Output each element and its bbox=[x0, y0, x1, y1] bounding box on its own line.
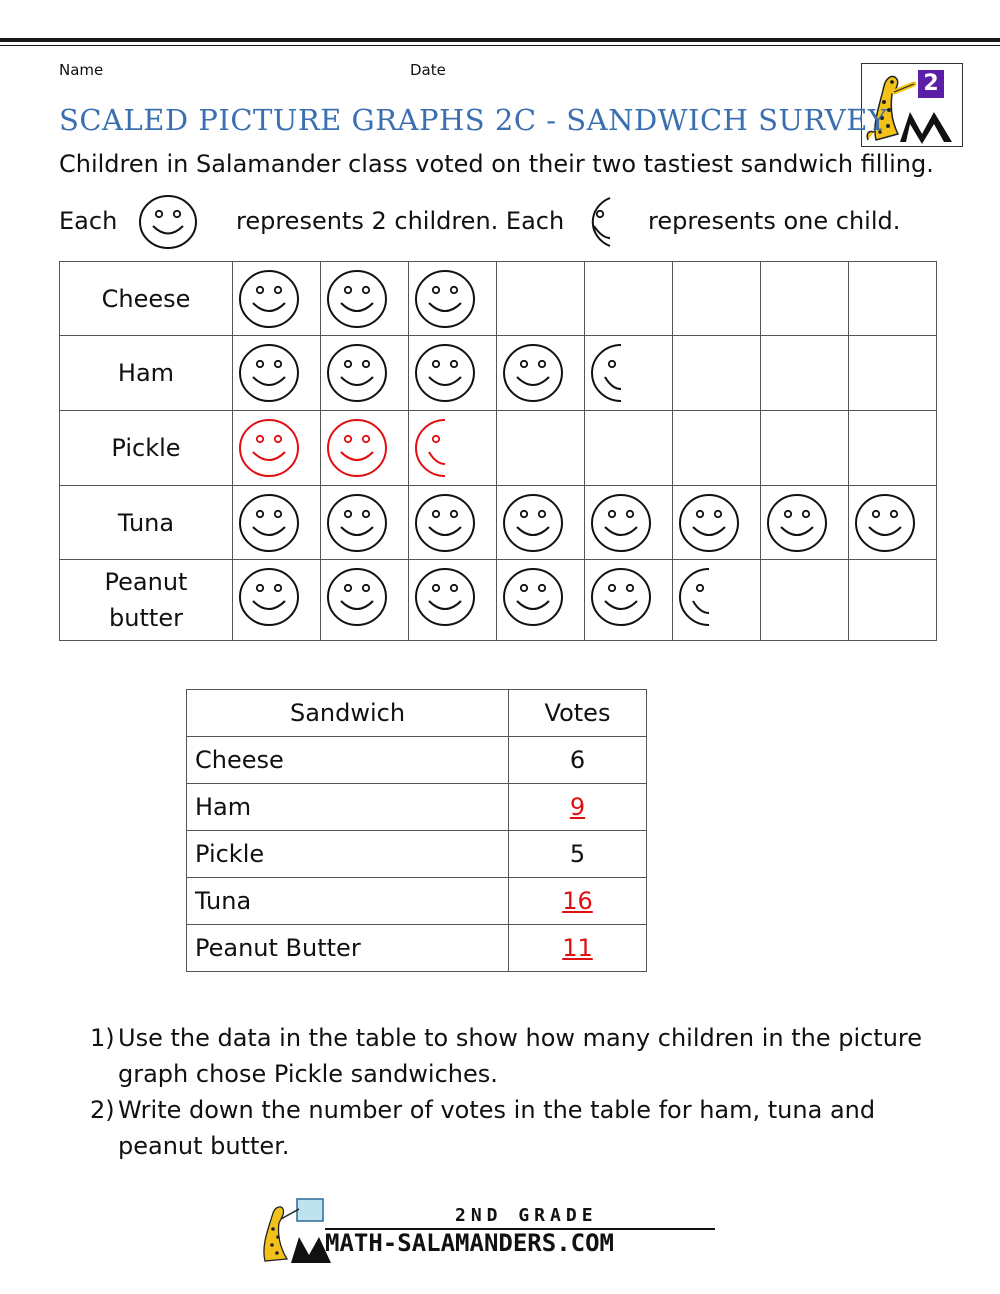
graph-cell bbox=[233, 262, 321, 336]
graph-row bbox=[60, 560, 937, 641]
graph-cell bbox=[673, 411, 761, 486]
key-full-smiley-icon bbox=[137, 194, 201, 256]
graph-cell bbox=[497, 560, 585, 641]
graph-cell bbox=[673, 486, 761, 560]
graph-cell bbox=[849, 336, 937, 411]
votes-cell: 6 bbox=[509, 737, 647, 784]
key-represents-one: represents one child. bbox=[648, 207, 901, 235]
sandwich-cell: Cheese bbox=[187, 737, 509, 784]
key-represents-two: represents 2 children. Each bbox=[236, 207, 565, 235]
graph-cell bbox=[673, 336, 761, 411]
graph-cell bbox=[761, 486, 849, 560]
full-smiley-icon bbox=[502, 492, 566, 554]
table-row bbox=[187, 737, 647, 784]
graph-row-label: Cheese bbox=[60, 262, 233, 336]
votes-answer: 11 bbox=[562, 934, 593, 962]
graph-cell bbox=[849, 560, 937, 641]
full-smiley-icon bbox=[414, 492, 478, 554]
full-smiley-icon bbox=[326, 268, 390, 330]
picture-graph bbox=[59, 261, 937, 641]
full-smiley-icon bbox=[414, 268, 478, 330]
graph-cell bbox=[761, 560, 849, 641]
full-smiley-icon bbox=[502, 342, 566, 404]
top-rule bbox=[0, 38, 1000, 42]
full-smiley-icon bbox=[326, 342, 390, 404]
votes-cell-container bbox=[509, 784, 647, 831]
graph-cell bbox=[585, 336, 673, 411]
grade-badge: 2 bbox=[918, 70, 944, 98]
graph-cell bbox=[497, 411, 585, 486]
sandwich-cell: Peanut Butter bbox=[187, 925, 509, 972]
graph-cell bbox=[497, 262, 585, 336]
graph-cell bbox=[321, 262, 409, 336]
intro-sentence: Children in Salamander class voted on their two tastiest sandwich filling. bbox=[59, 150, 934, 178]
graph-cell bbox=[321, 560, 409, 641]
graph-cell bbox=[849, 486, 937, 560]
half-smiley-icon bbox=[414, 417, 478, 479]
votes-cell: 5 bbox=[509, 831, 647, 878]
graph-cell bbox=[585, 560, 673, 641]
graph-cell bbox=[321, 411, 409, 486]
graph-cell bbox=[233, 486, 321, 560]
full-smiley-icon bbox=[238, 492, 302, 554]
graph-cell bbox=[761, 262, 849, 336]
votes-cell-container bbox=[509, 925, 647, 972]
graph-cell bbox=[849, 411, 937, 486]
table-row bbox=[187, 878, 647, 925]
table-row bbox=[187, 784, 647, 831]
half-smiley-icon bbox=[678, 566, 742, 628]
full-smiley-icon bbox=[326, 566, 390, 628]
question-2 bbox=[90, 1092, 950, 1164]
graph-cell bbox=[409, 336, 497, 411]
full-smiley-icon bbox=[414, 342, 478, 404]
full-smiley-icon bbox=[766, 492, 830, 554]
graph-cell bbox=[409, 560, 497, 641]
votes-cell-container bbox=[509, 878, 647, 925]
header-sandwich: Sandwich bbox=[187, 690, 509, 737]
graph-cell bbox=[585, 411, 673, 486]
graph-row bbox=[60, 411, 937, 486]
graph-row-label: Ham bbox=[60, 336, 233, 411]
sandwich-cell: Tuna bbox=[187, 878, 509, 925]
half-smiley-icon bbox=[590, 342, 654, 404]
footer-site-text: MATH-SALAMANDERS.COM bbox=[325, 1229, 614, 1257]
graph-row-label: Tuna bbox=[60, 486, 233, 560]
full-smiley-icon bbox=[238, 417, 302, 479]
table-row bbox=[187, 925, 647, 972]
graph-cell bbox=[233, 560, 321, 641]
full-smiley-icon bbox=[502, 566, 566, 628]
graph-cell bbox=[673, 262, 761, 336]
question-1 bbox=[90, 1020, 950, 1092]
footer-salamander-icon bbox=[255, 1195, 335, 1265]
page-title: SCALED PICTURE GRAPHS 2C - SANDWICH SURVEY bbox=[59, 103, 888, 137]
footer-brand-logo bbox=[255, 1195, 725, 1265]
question-text: Write down the number of votes in the table for ham, tuna and peanut butter. bbox=[118, 1096, 876, 1160]
votes-answer: 16 bbox=[562, 887, 593, 915]
full-smiley-icon bbox=[238, 268, 302, 330]
graph-cell bbox=[321, 486, 409, 560]
graph-row bbox=[60, 486, 937, 560]
footer-grade-text: 2ND GRADE bbox=[455, 1205, 598, 1226]
full-smiley-icon bbox=[238, 342, 302, 404]
graph-cell bbox=[233, 336, 321, 411]
graph-cell bbox=[849, 262, 937, 336]
graph-cell bbox=[409, 262, 497, 336]
full-smiley-icon bbox=[414, 566, 478, 628]
graph-cell bbox=[497, 336, 585, 411]
key-half-smiley-icon bbox=[580, 194, 620, 256]
full-smiley-icon bbox=[326, 417, 390, 479]
graph-cell bbox=[673, 560, 761, 641]
full-smiley-icon bbox=[678, 492, 742, 554]
graph-row-label: Peanut butter bbox=[60, 560, 233, 641]
table-row bbox=[187, 831, 647, 878]
graph-cell bbox=[761, 336, 849, 411]
graph-cell bbox=[409, 411, 497, 486]
full-smiley-icon bbox=[238, 566, 302, 628]
full-smiley-icon bbox=[590, 492, 654, 554]
full-smiley-icon bbox=[326, 492, 390, 554]
graph-row-label: Pickle bbox=[60, 411, 233, 486]
graph-cell bbox=[233, 411, 321, 486]
key-each-label: Each bbox=[59, 207, 118, 235]
top-rule-thin bbox=[0, 45, 1000, 46]
graph-cell bbox=[497, 486, 585, 560]
sandwich-cell: Ham bbox=[187, 784, 509, 831]
graph-cell bbox=[761, 411, 849, 486]
votes-table bbox=[186, 689, 647, 972]
graph-cell bbox=[321, 336, 409, 411]
name-label: Name bbox=[59, 61, 104, 79]
question-text: Use the data in the table to show how many children in the picture graph chose Pickle sandwiches. bbox=[118, 1024, 923, 1088]
date-label: Date bbox=[410, 61, 446, 79]
sandwich-cell: Pickle bbox=[187, 831, 509, 878]
question-number: 1) bbox=[90, 1024, 115, 1052]
graph-row bbox=[60, 262, 937, 336]
graph-cell bbox=[409, 486, 497, 560]
full-smiley-icon bbox=[590, 566, 654, 628]
table-header-row bbox=[187, 690, 647, 737]
question-number: 2) bbox=[90, 1096, 115, 1124]
graph-row bbox=[60, 336, 937, 411]
votes-answer: 9 bbox=[569, 793, 586, 821]
header-votes: Votes bbox=[509, 690, 647, 737]
graph-cell bbox=[585, 262, 673, 336]
graph-cell bbox=[585, 486, 673, 560]
full-smiley-icon bbox=[854, 492, 918, 554]
